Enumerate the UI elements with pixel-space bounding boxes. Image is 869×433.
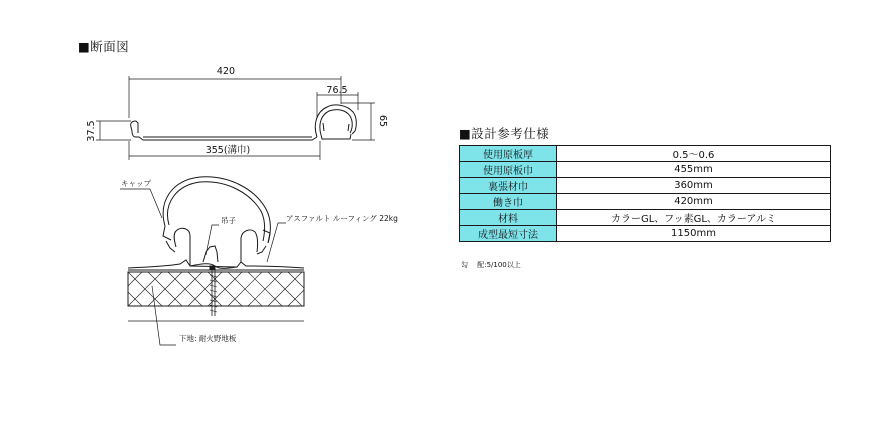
spec-value: 0.5～0.6: [557, 146, 831, 162]
label-substrate: 下地: 耐火野地板: [179, 334, 237, 343]
table-row: [460, 162, 831, 178]
spec-label: 使用原板巾: [460, 162, 557, 178]
table-row: [460, 226, 831, 242]
spec-heading: ■設計参考仕様: [459, 126, 550, 141]
label-clip: 吊子: [221, 216, 236, 225]
spec-label: 裏張材巾: [460, 178, 557, 194]
label-cap: キャップ: [121, 179, 151, 188]
spec-value: カラーGL、フッ素GL、カラーアルミ: [557, 210, 831, 226]
dim-76-5: 76.5: [326, 85, 348, 96]
dim-37-5: 37.5: [86, 120, 97, 142]
slope-footnote: 勾 配:5/100以上: [461, 261, 521, 269]
table-row: [460, 146, 831, 162]
spec-label: 成型最短寸法: [460, 226, 557, 242]
dim-420: 420: [216, 66, 236, 77]
spec-label: 働き巾: [460, 194, 557, 210]
table-row: [460, 210, 831, 226]
spec-table: [459, 145, 831, 242]
section-heading: ■断面図: [78, 39, 130, 54]
profile-outline: [131, 105, 357, 140]
clip: [203, 246, 218, 262]
cap-profile: [163, 177, 270, 254]
spec-value: 455mm: [557, 162, 831, 178]
dim-355: 355(溝巾): [205, 145, 251, 156]
table-row: [460, 194, 831, 210]
spec-value: 1150mm: [557, 226, 831, 242]
dim-65: 65: [377, 114, 388, 128]
table-row: [460, 178, 831, 194]
spec-label: 使用原板厚: [460, 146, 557, 162]
substrate-board: [128, 272, 304, 306]
spec-value: 420mm: [557, 194, 831, 210]
spec-value: 360mm: [557, 178, 831, 194]
label-underlay: アスファルト ルーフィング 22kg: [286, 214, 398, 223]
spec-label: 材料: [460, 210, 557, 226]
